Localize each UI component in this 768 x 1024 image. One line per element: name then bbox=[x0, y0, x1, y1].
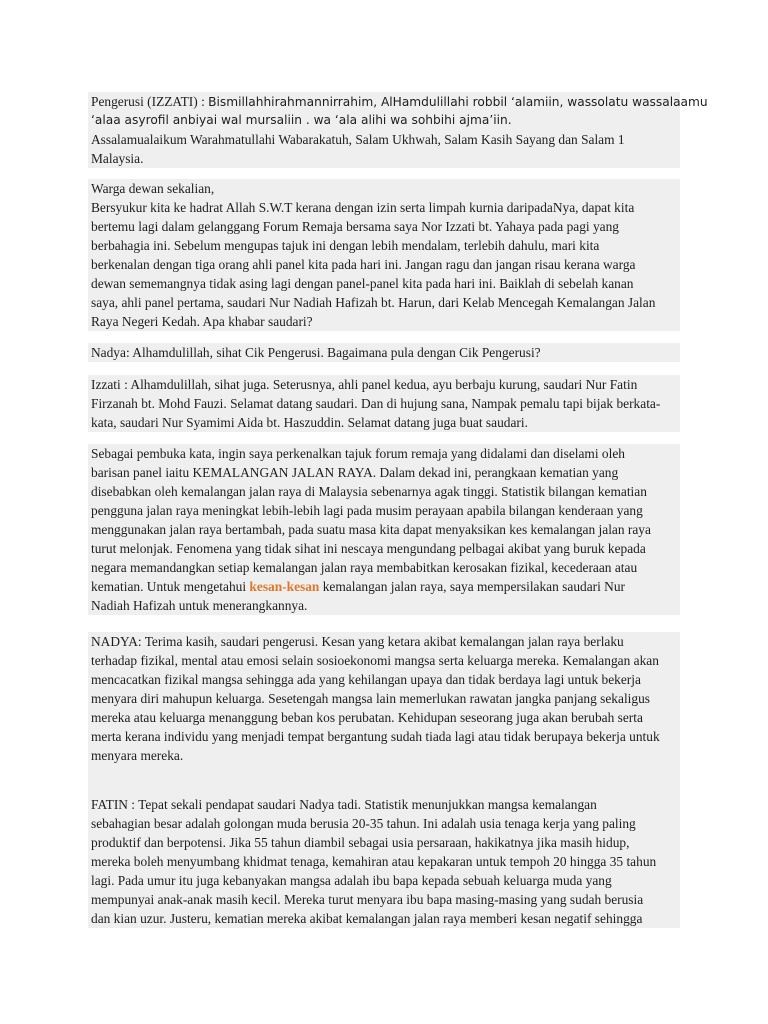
text-line: dewan sememangnya tidak asing lagi dengan panel-panel kita pada hari ini. Baiklah di sebelah kanan bbox=[91, 276, 634, 291]
arabic-greeting: Bismillahhirahmannirrahim, AlHamdulillahi robbil ‘alamiin, wassolatu wassalaamu bbox=[208, 95, 708, 109]
text-line: berbahagia ini. Sebelum mengupas tajuk ini dengan lebih mendalam, terlebih dahulu, mari kita bbox=[91, 238, 600, 253]
text-line: dan kian uzur. Justeru, kematian mereka akibat kemalangan jalan raya memberi kesan negatif sehingga bbox=[91, 911, 643, 926]
text-line: pengguna jalan raya meningkat lebih-lebih lagi pada musim perayaan apabila bilangan kenderaan yang bbox=[91, 503, 643, 518]
text-line: ‘alaa asyrofil anbiyai wal mursaliin . wa ‘ala alihi wa sohbihi ajma’iin. bbox=[91, 113, 512, 127]
text-line: Firzanah bt. Mohd Fauzi. Selamat datang saudari. Dan di hujung sana, Nampak pemalu tapi bijak berkata- bbox=[91, 396, 661, 411]
text-line: Nadya: Alhamdulillah, sihat Cik Pengerusi. Bagaimana pula dengan Cik Pengerusi? bbox=[91, 345, 541, 360]
text-line: turut melonjak. Fenomena yang tidak sihat ini nescaya mengundang pelbagai akibat yang buruk kepada bbox=[91, 541, 646, 556]
speaker-label: Pengerusi (IZZATI) : bbox=[91, 94, 209, 109]
text-segment: kemalangan jalan raya, saya mempersilakan saudari Nur bbox=[319, 579, 625, 594]
paragraph-topic-opening bbox=[88, 444, 680, 615]
text-line: mencacatkan fizikal mangsa sehingga ada yang kehilangan upaya dan tidak berdaya lagi untuk bekerja bbox=[91, 672, 641, 687]
text-line: merta kerana individu yang menjadi tempat bergantung sudah tiada lagi atau tidak berupaya bekerja untuk bbox=[91, 729, 660, 744]
text-line: kata, saudari Nur Syamimi Aida bt. Haszuddin. Selamat datang juga buat saudari. bbox=[91, 415, 528, 430]
text-line: terhadap fizikal, mental atau emosi selain sosioekonomi mangsa serta keluarga mereka. Kemalangan akan bbox=[91, 653, 659, 668]
paragraph-panel-introduction bbox=[88, 375, 680, 432]
text-line: FATIN : Tepat sekali pendapat saudari Nadya tadi. Statistik menunjukkan mangsa kemalangan bbox=[91, 797, 597, 812]
text-line: sebahagian besar adalah golongan muda berusia 20-35 tahun. Ini adalah usia tenaga kerja yang paling bbox=[91, 816, 636, 831]
text-line: Bersyukur kita ke hadrat Allah S.W.T kerana dengan izin serta limpah kurnia daripadaNya, dapat kita bbox=[91, 200, 635, 215]
text-line: negara memandangkan setiap kemalangan jalan raya membabitkan kerosakan fizikal, kecederaan atau bbox=[91, 560, 638, 575]
paragraph-introduction bbox=[88, 179, 680, 331]
text-segment: kematian. Untuk mengetahui bbox=[91, 579, 250, 594]
text-line: Warga dewan sekalian, bbox=[91, 181, 215, 196]
text-line: produktif dan berpotensi. Jika 55 tahun diambil sebagai usia persaraan, hakikatnya jika masih hidup, bbox=[91, 835, 630, 850]
paragraph-nadya-speech bbox=[88, 632, 680, 803]
text-line: lagi. Pada umur itu juga kebanyakan mangsa adalah ibu bapa kepada sebuah keluarga muda yang bbox=[91, 873, 612, 888]
text-line bbox=[91, 577, 677, 596]
text-line: mempunyai anak-anak masih kecil. Mereka turut menyara ibu bapa masing-masing yang sudah berusia bbox=[91, 892, 644, 907]
text-line: menggunakan jalan raya bertambah, pada suatu masa kita dapat menyaksikan kes kemalangan jalan raya bbox=[91, 522, 651, 537]
text-line: mereka boleh menyumbang khidmat tenaga, kemahiran atau kepakaran untuk tempoh 20 hingga 35 tahun bbox=[91, 854, 657, 869]
text-line: Malaysia. bbox=[91, 151, 144, 166]
text-line: berkenalan dengan tiga orang ahli panel kita pada hari ini. Jangan ragu dan jangan risau kerana warga bbox=[91, 257, 636, 272]
text-line: Raya Negeri Kedah. Apa khabar saudari? bbox=[91, 314, 313, 329]
text-line: bertemu lagi dalam gelanggang Forum Remaja bersama saya Nor Izzati bt. Yahaya pada pagi yang bbox=[91, 219, 620, 234]
text-line: mereka atau keluarga menanggung beban kos perubatan. Kehidupan seseorang juga akan berubah serta bbox=[91, 710, 643, 725]
highlighted-keyword: kesan-kesan bbox=[249, 579, 320, 594]
text-line bbox=[91, 92, 708, 111]
text-line: Sebagai pembuka kata, ingin saya perkenalkan tajuk forum remaja yang didalami dan diselami oleh bbox=[91, 446, 625, 461]
text-line: Nadiah Hafizah untuk menerangkannya. bbox=[91, 598, 308, 613]
paragraph-nadya-reply bbox=[88, 343, 680, 362]
text-line: menyara diri mahupun keluarga. Sesetengah mangsa lain memerlukan rawatan jangka panjang sekaligus bbox=[91, 691, 650, 706]
text-line: menyara mereka. bbox=[91, 748, 184, 763]
text-line: saya, ahli panel pertama, saudari Nur Nadiah Hafizah bt. Harun, dari Kelab Mencegah Kemalangan Jalan bbox=[91, 295, 656, 310]
blank-line bbox=[91, 765, 677, 784]
text-line: barisan panel iaitu KEMALANGAN JALAN RAYA. Dalam dekad ini, perangkaan kematian yang bbox=[91, 465, 619, 480]
text-line: disebabkan oleh kemalangan jalan raya di Malaysia sebenarnya agak tinggi. Statistik bilangan kematian bbox=[91, 484, 647, 499]
paragraph-fatin-speech bbox=[88, 795, 680, 928]
text-line: NADYA: Terima kasih, saudari pengerusi. Kesan yang ketara akibat kemalangan jalan raya berlaku bbox=[91, 634, 624, 649]
paragraph-opening-greeting bbox=[88, 92, 708, 168]
text-line: Izzati : Alhamdulillah, sihat juga. Seterusnya, ahli panel kedua, ayu berbaju kurung, saudari Nur Fatin bbox=[91, 377, 638, 392]
text-line: Assalamualaikum Warahmatullahi Wabarakatuh, Salam Ukhwah, Salam Kasih Sayang dan Salam 1 bbox=[91, 132, 625, 147]
